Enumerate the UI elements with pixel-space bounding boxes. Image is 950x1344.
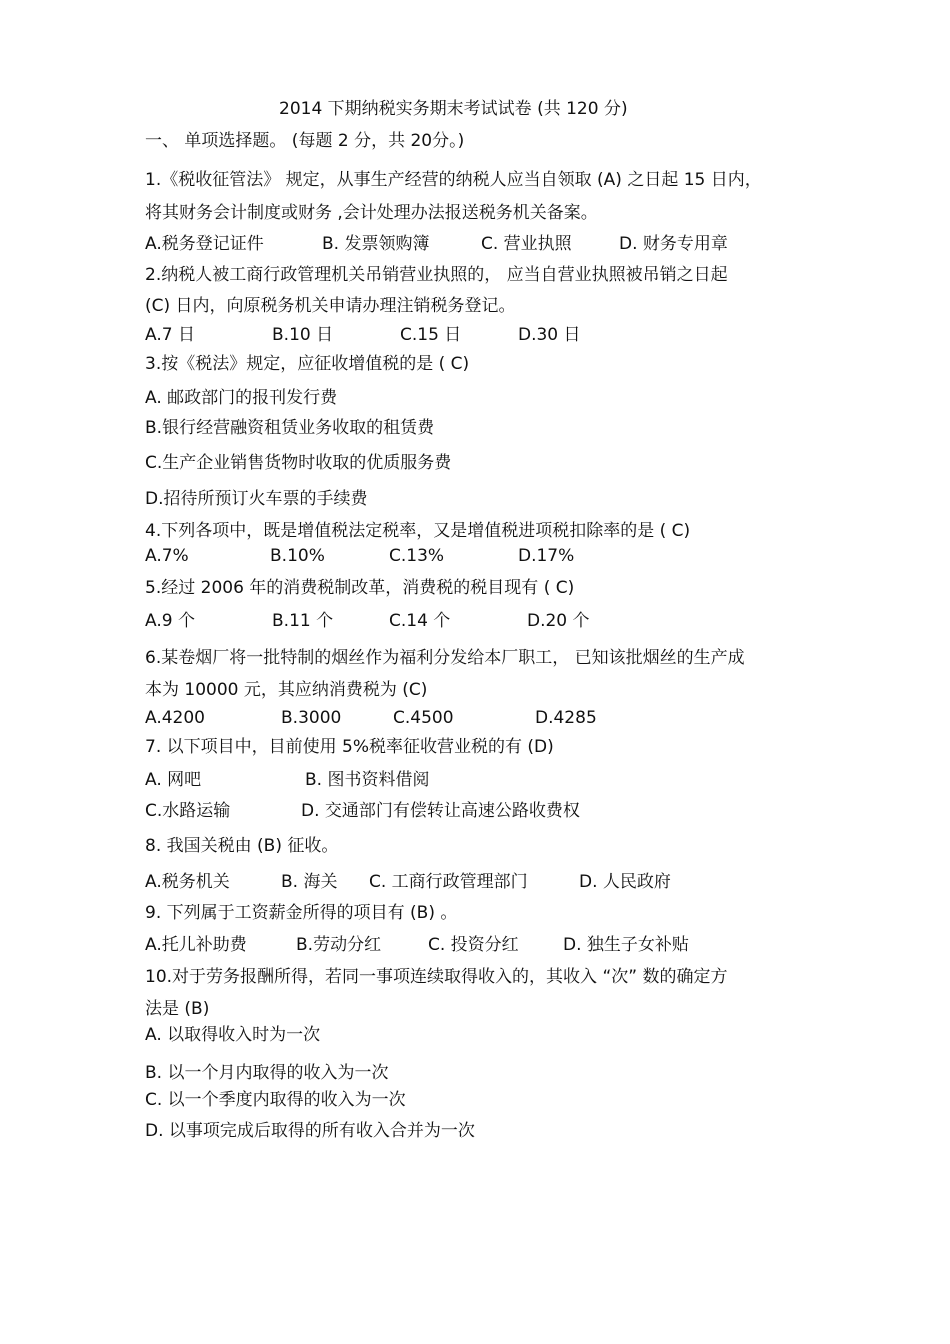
option: B.10% (270, 546, 325, 566)
option: A.税务机关 (145, 872, 230, 892)
option: B.11 个 (272, 611, 334, 631)
option: D.4285 (535, 708, 597, 728)
option: D. 以事项完成后取得的所有收入合并为一次 (145, 1121, 475, 1141)
question-text: 6.某卷烟厂将一批特制的烟丝作为福利分发给本厂职工， 已知该批烟丝的生产成 (145, 648, 745, 668)
option: A.托儿补助费 (145, 935, 247, 955)
option: B. 发票领购簿 (322, 234, 430, 254)
option: C. 投资分红 (428, 935, 519, 955)
option: B.3000 (281, 708, 342, 728)
page-title: 2014 下期纳税实务期末考试试卷 (共 120 分) (279, 99, 628, 119)
option: A.4200 (145, 708, 205, 728)
option: C.水路运输 (145, 801, 231, 821)
question-text: 4.下列各项中，既是增值税法定税率，又是增值税进项税扣除率的是 ( C) (145, 521, 691, 541)
option: A.7% (145, 546, 189, 566)
option: D.17% (518, 546, 575, 566)
option: D. 独生子女补贴 (563, 935, 689, 955)
question-text: 7. 以下项目中，目前使用 5%税率征收营业税的有 (D) (145, 737, 554, 757)
option: B.银行经营融资租赁业务收取的租赁费 (145, 418, 435, 438)
option: A.9 个 (145, 611, 195, 631)
question-text: 1.《税收征管法》 规定，从事生产经营的纳税人应当自领取 (A) 之日起 15 日内， (145, 170, 762, 190)
question-text: 2.纳税人被工商行政管理机关吊销营业执照的， 应当自营业执照被吊销之日起 (145, 265, 728, 285)
option: A.税务登记证件 (145, 234, 264, 254)
question-text: 8. 我国关税由 (B) 征收。 (145, 836, 339, 856)
option: D.30 日 (518, 325, 581, 345)
question-text: 法是 (B) (145, 999, 210, 1019)
option: B.劳动分红 (296, 935, 382, 955)
question-text: 10.对于劳务报酬所得，若同一事项连续取得收入的，其收入 “次” 数的确定方 (145, 967, 728, 987)
option: A. 以取得收入时为一次 (145, 1025, 321, 1045)
option: A. 邮政部门的报刊发行费 (145, 388, 338, 408)
option: D. 财务专用章 (619, 234, 728, 254)
option: D. 交通部门有偿转让高速公路收费权 (301, 801, 580, 821)
option: C.13% (389, 546, 445, 566)
option: B.10 日 (272, 325, 334, 345)
question-text: 5.经过 2006 年的消费税制改革，消费税的税目现有 ( C) (145, 578, 575, 598)
option: C. 营业执照 (481, 234, 572, 254)
question-text: 将其财务会计制度或财务 ,会计处理办法报送税务机关备案。 (145, 203, 598, 223)
option: C. 工商行政管理部门 (369, 872, 528, 892)
option: A. 网吧 (145, 770, 202, 790)
option: D.20 个 (527, 611, 590, 631)
option: C.4500 (393, 708, 454, 728)
option: D. 人民政府 (579, 872, 671, 892)
option: C. 以一个季度内取得的收入为一次 (145, 1090, 406, 1110)
question-text: 3.按《税法》规定，应征收增值税的是 ( C) (145, 354, 470, 374)
option: B. 以一个月内取得的收入为一次 (145, 1063, 389, 1083)
option: A.7 日 (145, 325, 195, 345)
option: B. 图书资料借阅 (305, 770, 430, 790)
option: B. 海关 (281, 872, 338, 892)
option: D.招待所预订火车票的手续费 (145, 489, 368, 509)
option: C.14 个 (389, 611, 451, 631)
option: C.生产企业销售货物时收取的优质服务费 (145, 453, 452, 473)
question-text: (C) 日内，向原税务机关申请办理注销税务登记。 (145, 296, 516, 316)
question-text: 9. 下列属于工资薪金所得的项目有 (B) 。 (145, 903, 458, 923)
section-heading: 一、 单项选择题。 (每题 2 分，共 20分。) (145, 131, 465, 151)
question-text: 本为 10000 元，其应纳消费税为 (C) (145, 680, 428, 700)
option: C.15 日 (400, 325, 462, 345)
